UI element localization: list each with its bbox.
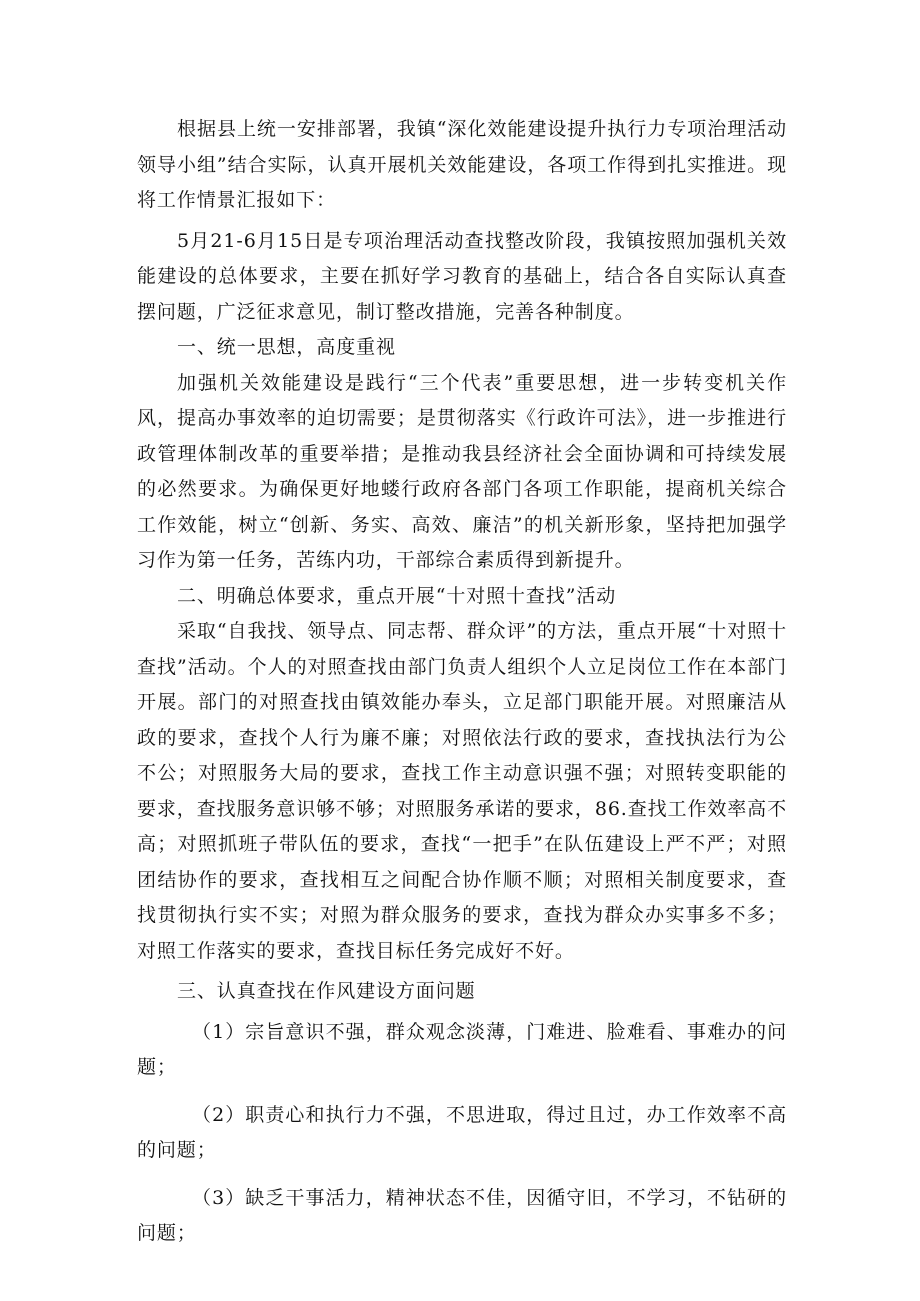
document-body [137, 112, 787, 1252]
list-item: （1）宗旨意识不强，群众观念淡薄，门难进、脸难看、事难办的问题； [137, 1020, 787, 1078]
intro-paragraph: 根据县上统一安排部署，我镇“深化效能建设提升执行力专项治理活动领导小组”结合实际，认真开展机关效能建设，各项工作得到扎实推进。现将工作情景汇报如下： [137, 118, 787, 211]
phase-paragraph: 5月21-6月15日是专项治理活动查找整改阶段，我镇按照加强机关效能建设的总体要求，主要在抓好学习教育的基础上，结合各自实际认真查摆问题，广泛征求意见，制订整改措施，完善各种制度。 [137, 229, 787, 323]
section-1-paragraph: 加强机关效能建设是践行“三个代表”重要思想，进一步转变机关作风，提高办事效率的迫切需要；是贯彻落实《行政许可法》，进一步推进行政管理体制改革的重要举措；是推动我县经济社会全面协调和可持续发展的必然要求。为确保更好地蝼行政府各部门各项工作职能，提商机关综合工作效能，树立“创新、务实、高效、廉洁”的机关新形象，坚持把加强学习作为第一任务，苦练内功，干部综合素质得到新提升。 [137, 371, 787, 571]
section-heading-1: 一、统一思想，高度重视 [177, 336, 396, 358]
section-heading-3: 三、认真查找在作风建设方面问题 [177, 980, 476, 1002]
list-item: （3）缺乏干事活力，精神状态不佳，因循守旧，不学习，不钻研的问题； [137, 1186, 787, 1244]
section-heading-2: 二、明确总体要求，重点开展“十对照十查找”活动 [177, 584, 617, 607]
list-item: （2）职责心和执行力不强，不思进取，得过且过，办工作效率不高的问题； [137, 1103, 787, 1161]
section-2-paragraph: 采取“自我找、领导点、同志帮、群众评”的方法，重点开展“十对照十查找”活动。个人的对照查找由部门负责人组织个人立足岗位工作在本部门开展。部门的对照查找由镇效能办奉头，立足部门职能开展。对照廉洁从政的要求，查找个人行为廉不廉；对照依法行政的要求，查找执法行为公不公；对照服务大局的要求，查找工作主动意识强不强；对照转变职能的要求，查找服务意识够不够；对照服务承诺的要求，86.查找工作效率高不高；对照抓班子带队伍的要求，查找“一把手”在队伍建设上严不严；对照团结协作的要求，查找相互之间配合协作顺不顺；对照相关制度要求，查找贯彻执行实不实；对照为群众服务的要求，查找为群众办实事多不多；对照工作落实的要求，查找目标任务完成好不好。 [137, 620, 787, 962]
